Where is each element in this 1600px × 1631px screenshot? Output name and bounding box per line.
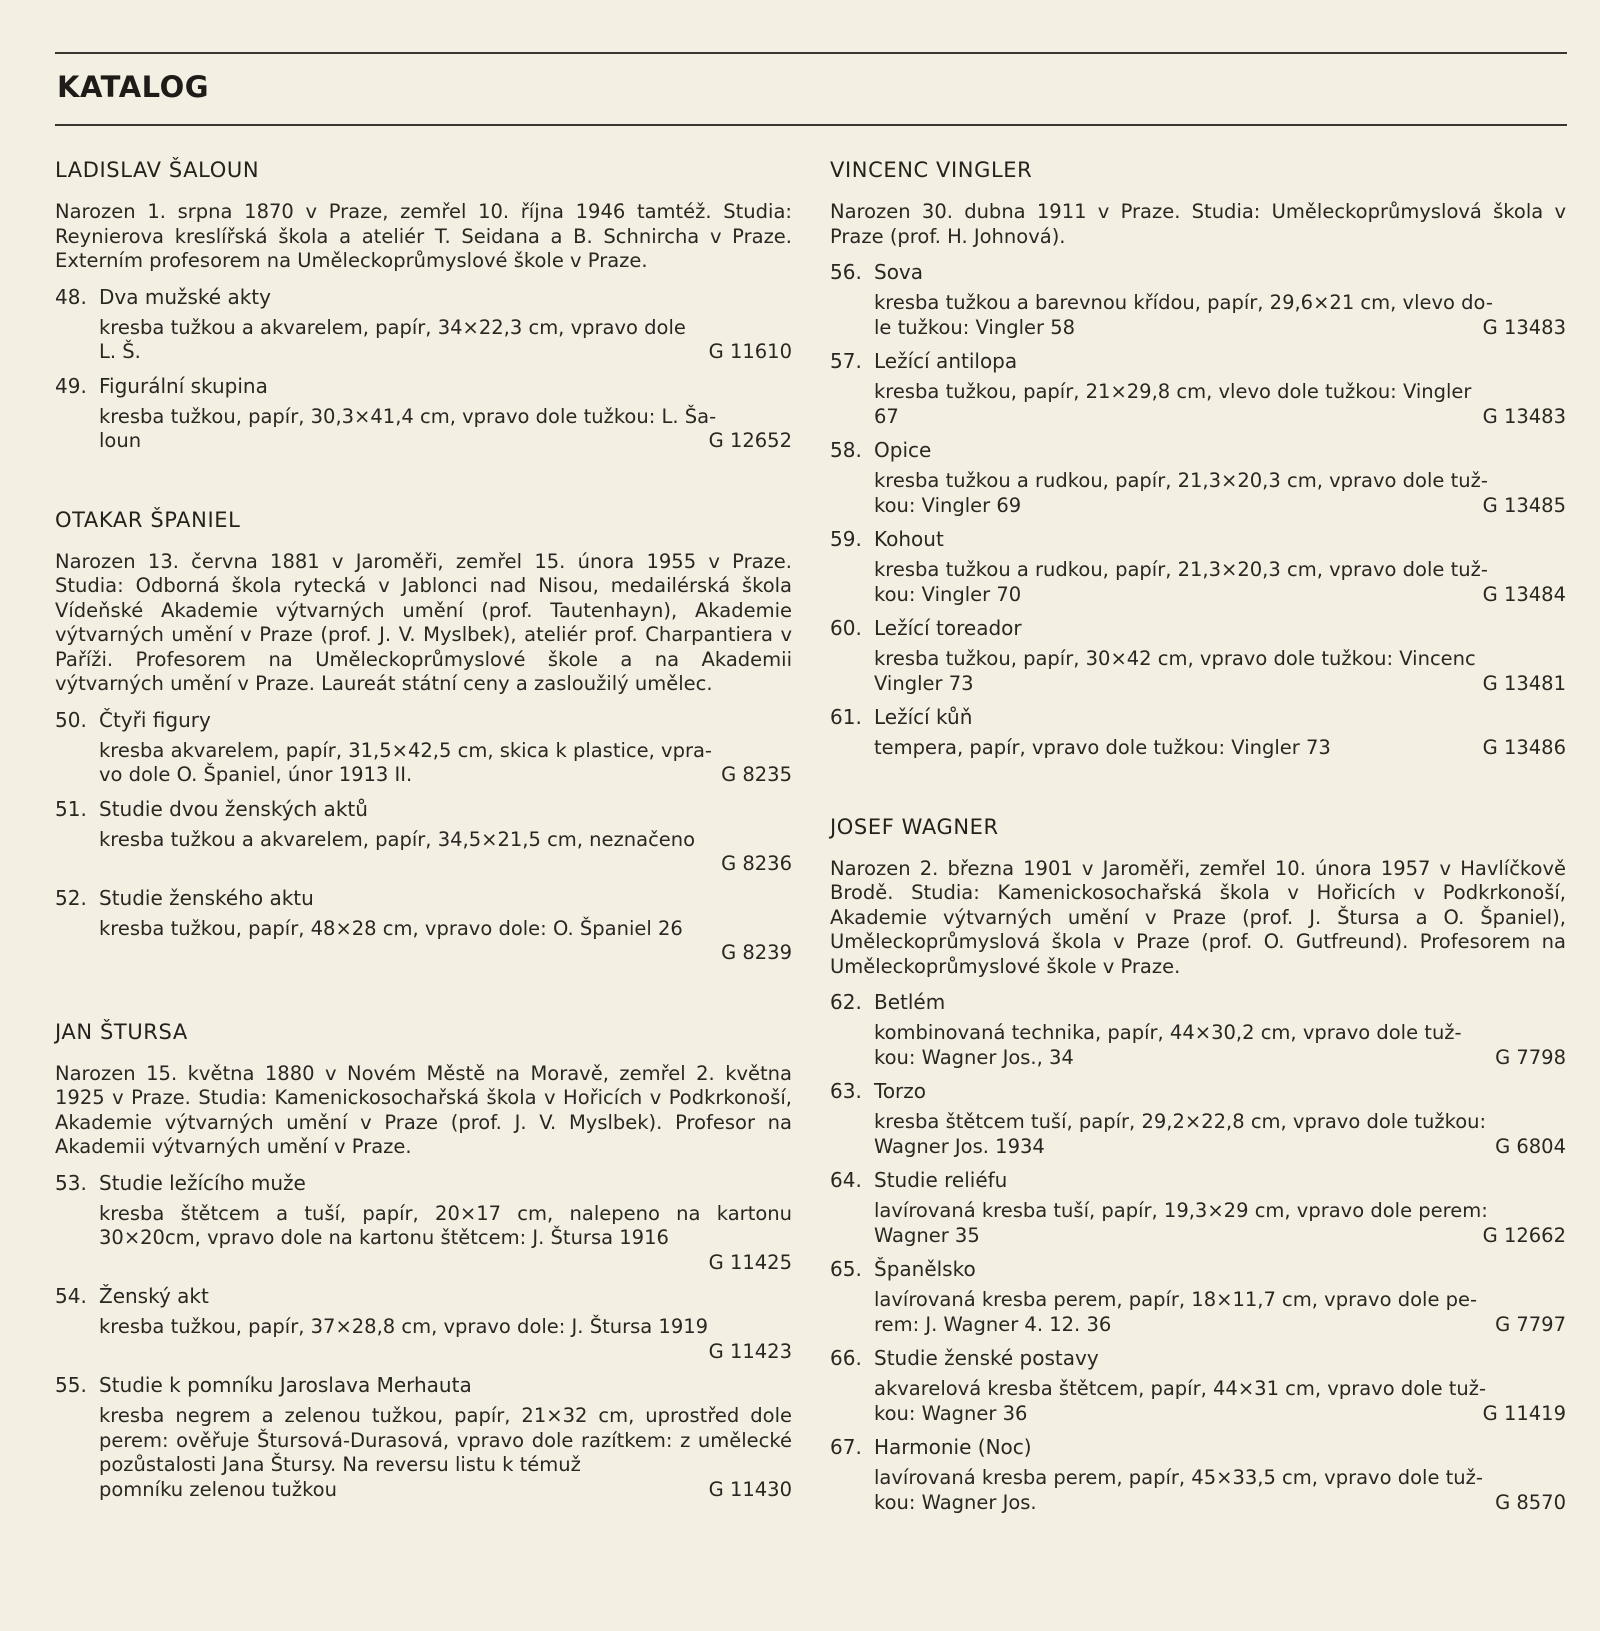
entry-number: 63.: [830, 1079, 862, 1103]
top-rule: [55, 52, 1567, 54]
entry-number: 50.: [55, 707, 87, 732]
entry-last-line: [874, 316, 1566, 341]
entry-title: [830, 1256, 1566, 1282]
entry-number: 59.: [830, 527, 862, 551]
entry-last-line: [874, 1491, 1566, 1516]
entry-title: [830, 437, 1566, 463]
entry-description: kresba negrem a zelenou tužkou, papír, 21×32 cm, uprostřed dole perem: ověřuje Štursová-Durasová, vpravo dole razítkem: z umělecké pozůstalosti Jana Štursy. Na reversu listu k témuž: [99, 1404, 792, 1476]
catalog-entry: [55, 284, 792, 365]
entry-description-end: le tužkou: Vingler 58: [874, 315, 1076, 339]
entry-title-text: Dva mužské akty: [99, 284, 271, 309]
entry-title-text: Studie dvou ženských aktů: [99, 796, 368, 821]
catalog-entry: [55, 885, 792, 966]
entry-number: 52.: [55, 885, 87, 910]
entry-title: [830, 1345, 1566, 1371]
catalog-entry: [830, 1078, 1566, 1159]
entry-description: kresba tužkou, papír, 48×28 cm, vpravo dole: O. Španiel 26: [99, 916, 683, 940]
inventory-number: G 13481: [1482, 671, 1566, 695]
entry-description-end: Wagner Jos. 1934: [874, 1134, 1045, 1158]
artist-name: VINCENC VINGLER: [830, 158, 1033, 182]
entry-title-text: Studie ženské postavy: [874, 1346, 1099, 1370]
entry-title: [55, 284, 792, 310]
entry-number: 64.: [830, 1168, 862, 1192]
entry-title-text: Kohout: [874, 527, 944, 551]
artist-section: [55, 1020, 792, 1503]
entry-description-end: L. Š.: [99, 340, 141, 363]
entry-description: kresba tužkou, papír, 30,3×41,4 cm, vpravo dole tužkou: L. Ša-: [99, 404, 717, 428]
entry-last-line: [99, 763, 792, 788]
entry-title: [55, 707, 792, 733]
entry-description: kresba štětcem a tuší, papír, 20×17 cm, nalepeno na kartonu 30×20cm, vpravo dole na kartonu štětcem: J. Štursa 1916: [99, 1201, 792, 1249]
entry-description-end: loun: [99, 429, 142, 452]
entry-last-line: [874, 405, 1566, 430]
entry-description: kresba akvarelem, papír, 31,5×42,5 cm, skica k plastice, vpra-: [99, 738, 712, 762]
entry-title-text: Ležící kůň: [874, 705, 973, 729]
entry-last-line: [874, 1046, 1566, 1071]
entry-description-end: Vingler 73: [874, 671, 974, 695]
entry-last-line: [99, 852, 792, 877]
entry-description: lavírovaná kresba tuší, papír, 19,3×29 cm, vpravo dole perem:: [874, 1199, 1488, 1222]
entry-last-line: [874, 1135, 1566, 1160]
artist-name: JOSEF WAGNER: [830, 814, 999, 839]
catalog-entry: [830, 704, 1566, 761]
artist-section: [830, 158, 1566, 799]
entry-description-end: Wagner 35: [874, 1223, 980, 1247]
artist-name: JAN ŠTURSA: [55, 1019, 188, 1044]
catalog-entry: [830, 615, 1566, 696]
artist-name: LADISLAV ŠALOUN: [55, 158, 260, 182]
entry-number: 58.: [830, 438, 862, 462]
entry-title: [55, 885, 792, 911]
entry-description: kresba tužkou a rudkou, papír, 21,3×20,3 cm, vpravo dole tuž-: [874, 469, 1488, 492]
entry-number: 53.: [55, 1170, 87, 1195]
catalog-entry: [830, 1434, 1566, 1515]
entry-title-text: Čtyři figury: [99, 707, 211, 732]
entry-description-end: pomníku zelenou tužkou: [99, 1477, 337, 1501]
catalog-entry: [830, 526, 1566, 607]
catalog-entry: [55, 707, 792, 788]
artist-bio: Narozen 15. května 1880 v Novém Městě na Moravě, zemřel 2. května 1925 v Praze. Studia: Kamenickosochařská škola v Hořicích v Podkrkonoší, Akademie výtvarných umění v Praze (prof. J. V. Myslbek). Profesor na Akademii výtvarných umění v Praze.: [55, 1061, 792, 1158]
catalog-entry: [55, 1283, 792, 1364]
entry-description: lavírovaná kresba perem, papír, 18×11,7 cm, vpravo dole pe-: [874, 1288, 1478, 1311]
entry-title-text: Torzo: [874, 1079, 927, 1103]
catalog-entry: [830, 259, 1566, 340]
entry-title: [830, 1167, 1566, 1193]
entry-title-text: Figurální skupina: [99, 373, 268, 398]
inventory-number: G 7797: [1495, 1312, 1566, 1336]
inventory-number: G 11423: [708, 1339, 792, 1363]
entry-description-end: 67: [874, 404, 899, 428]
inventory-number: G 11430: [708, 1477, 792, 1501]
entry-description-end: kou: Vingler 69: [874, 493, 1022, 517]
entry-number: 55.: [55, 1373, 87, 1397]
inventory-number: G 13485: [1482, 493, 1566, 517]
artist-section: [55, 158, 792, 492]
artist-bio: Narozen 13. června 1881 v Jaroměři, zemřel 15. února 1955 v Praze. Studia: Odborná škola rytecká v Jablonci nad Nisou, medailérská škola Vídeňské Akademie výtvarných umění (prof. Tautenhayn), Akademie výtvarných umění v Praze (prof. J. V. Myslbek), ateliér prof. Charpantiera v Paříži. Profesorem na Uměleckoprůmyslové škole a na Akademii výtvarných umění v Praze. Laureát státní ceny a zasloužilý umělec.: [55, 549, 792, 695]
entry-title-text: Studie ležícího muže: [99, 1170, 306, 1195]
entry-description: kresba tužkou a akvarelem, papír, 34,5×21,5 cm, neznačeno: [99, 827, 696, 851]
entry-description: kresba tužkou, papír, 30×42 cm, vpravo dole tužkou: Vincenc: [874, 647, 1476, 670]
section-gap: [830, 769, 1566, 799]
entry-last-line: [874, 672, 1566, 697]
artist-bio: Narozen 1. srpna 1870 v Praze, zemřel 10. října 1946 tamtéž. Studia: Reynierova kreslířská škola a ateliér T. Seidana a B. Schnircha v Praze. Externím profesorem na Uměleckoprůmyslové škole v Praze.: [55, 200, 792, 272]
entry-title: [55, 1170, 792, 1196]
entry-last-line: [99, 1251, 792, 1276]
entry-title-text: Ležící toreador: [874, 616, 1022, 640]
artist-name: OTAKAR ŠPANIEL: [55, 507, 241, 532]
catalog-entry: [55, 373, 792, 454]
catalog-entry: [55, 1372, 792, 1502]
entry-description-end: rem: J. Wagner 4. 12. 36: [874, 1312, 1112, 1336]
catalog-entry: [55, 796, 792, 877]
section-gap: [55, 974, 792, 1004]
entry-last-line: [874, 1313, 1566, 1338]
entry-number: 66.: [830, 1346, 862, 1370]
catalog-entry: [830, 1167, 1566, 1248]
inventory-number: G 6804: [1495, 1134, 1566, 1158]
inventory-number: G 12662: [1482, 1223, 1566, 1247]
entry-title: [830, 259, 1566, 285]
entry-last-line: [874, 1224, 1566, 1249]
entry-number: 54.: [55, 1284, 87, 1308]
entry-title: [830, 526, 1566, 552]
entry-number: 67.: [830, 1435, 862, 1459]
entry-number: 56.: [830, 260, 862, 284]
entry-description-end: kou: Wagner Jos.: [874, 1490, 1037, 1514]
catalog-entry: [830, 348, 1566, 429]
entry-number: 60.: [830, 616, 862, 640]
entry-number: 51.: [55, 796, 87, 821]
entry-last-line: [874, 1402, 1566, 1427]
entry-title: [55, 796, 792, 822]
page-title: KATALOG: [57, 70, 210, 104]
inventory-number: G 8235: [721, 763, 792, 786]
entry-description: kresba tužkou, papír, 21×29,8 cm, vlevo dole tužkou: Vingler: [874, 380, 1472, 403]
catalog-entry: [830, 989, 1566, 1070]
inventory-number: G 11425: [708, 1250, 792, 1274]
entry-last-line: [874, 736, 1566, 761]
left-column: [55, 158, 792, 1518]
entry-description: lavírovaná kresba perem, papír, 45×33,5 cm, vpravo dole tuž-: [874, 1466, 1483, 1489]
entry-description: kresba tužkou a barevnou křídou, papír, 29,6×21 cm, vlevo do-: [874, 291, 1493, 314]
entry-number: 57.: [830, 349, 862, 373]
inventory-number: G 11610: [708, 340, 792, 363]
entry-title-text: Španělsko: [874, 1257, 976, 1281]
inventory-number: G 7798: [1495, 1045, 1566, 1069]
entry-title: [830, 989, 1566, 1015]
entry-title-text: Sova: [874, 260, 924, 284]
entry-title: [55, 1372, 792, 1398]
entry-description-end: kou: Wagner 36: [874, 1401, 1028, 1425]
entry-title: [830, 1078, 1566, 1104]
inventory-number: G 13486: [1482, 736, 1566, 759]
heading-rule: [55, 124, 1567, 126]
entry-number: 48.: [55, 284, 87, 309]
entry-title: [55, 373, 792, 399]
entry-last-line: [99, 340, 792, 365]
entry-last-line: [99, 941, 792, 966]
inventory-number: G 8236: [721, 852, 792, 875]
entry-number: 61.: [830, 705, 862, 729]
entry-description-end: kou: Wagner Jos., 34: [874, 1045, 1074, 1069]
entry-title: [830, 1434, 1566, 1460]
entry-title-text: Betlém: [874, 990, 946, 1014]
entry-description: kresba tužkou, papír, 37×28,8 cm, vpravo dole: J. Štursa 1919: [99, 1315, 709, 1338]
entry-title-text: Studie ženského aktu: [99, 885, 314, 910]
inventory-number: G 13483: [1482, 404, 1566, 428]
entry-description-end: tempera, papír, vpravo dole tužkou: Vingler 73: [874, 736, 1331, 759]
entry-title-text: Harmonie (Noc): [874, 1435, 1032, 1459]
entry-title-text: Ležící antilopa: [874, 349, 1018, 373]
entry-last-line: [874, 494, 1566, 519]
entry-description: kresba štětcem tuší, papír, 29,2×22,8 cm, vpravo dole tužkou:: [874, 1110, 1487, 1133]
inventory-number: G 8239: [721, 941, 792, 964]
entry-description: akvarelová kresba štětcem, papír, 44×31 cm, vpravo dole tuž-: [874, 1377, 1487, 1400]
entry-title: [830, 704, 1566, 730]
entry-last-line: [874, 583, 1566, 608]
entry-number: 49.: [55, 373, 87, 398]
entry-title-text: Studie k pomníku Jaroslava Merhauta: [99, 1373, 472, 1397]
entry-description: kresba tužkou a rudkou, papír, 21,3×20,3 cm, vpravo dole tuž-: [874, 558, 1488, 581]
catalog-entry: [55, 1170, 792, 1276]
artist-section: [830, 815, 1566, 1516]
artist-section: [55, 508, 792, 1004]
inventory-number: G 13484: [1482, 582, 1566, 606]
section-gap: [55, 462, 792, 492]
entry-last-line: [99, 1340, 792, 1365]
inventory-number: G 8570: [1495, 1490, 1566, 1514]
entry-last-line: [99, 429, 792, 454]
entry-description: kresba tužkou a akvarelem, papír, 34×22,3 cm, vpravo dole: [99, 315, 686, 339]
entry-title: [830, 348, 1566, 374]
entry-description-end: vo dole O. Španiel, únor 1913 II.: [99, 763, 413, 786]
inventory-number: G 11419: [1482, 1401, 1566, 1425]
entry-title-text: Ženský akt: [99, 1284, 209, 1308]
entry-title: [55, 1283, 792, 1309]
entry-number: 62.: [830, 990, 862, 1014]
entry-number: 65.: [830, 1257, 862, 1281]
inventory-number: G 13483: [1482, 315, 1566, 339]
catalog-entry: [830, 1256, 1566, 1337]
entry-title: [830, 615, 1566, 641]
entry-last-line: [99, 1478, 792, 1503]
entry-description-end: kou: Vingler 70: [874, 582, 1022, 606]
artist-bio: Narozen 30. dubna 1911 v Praze. Studia: Uměleckoprůmyslová škola v Praze (prof. H. Johnová).: [830, 200, 1566, 248]
inventory-number: G 12652: [708, 429, 792, 452]
right-column: [830, 158, 1566, 1531]
catalog-entry: [830, 1345, 1566, 1426]
entry-title-text: Studie reliéfu: [874, 1168, 1008, 1192]
entry-description: kombinovaná technika, papír, 44×30,2 cm, vpravo dole tuž-: [874, 1021, 1462, 1044]
catalog-entry: [830, 437, 1566, 518]
entry-title-text: Opice: [874, 438, 932, 462]
artist-bio: Narozen 2. března 1901 v Jaroměři, zemřel 10. února 1957 v Havlíčkově Brodě. Studia: Kamenickosochařská škola v Hořicích v Podkrkonoší, Akademie výtvarných umění v Praze (prof. J. Štursa a O. Španiel), Uměleckoprůmyslová škola v Praze (prof. O. Gutfreund). Profesorem na Uměleckoprůmyslové škole v Praze.: [830, 856, 1566, 978]
